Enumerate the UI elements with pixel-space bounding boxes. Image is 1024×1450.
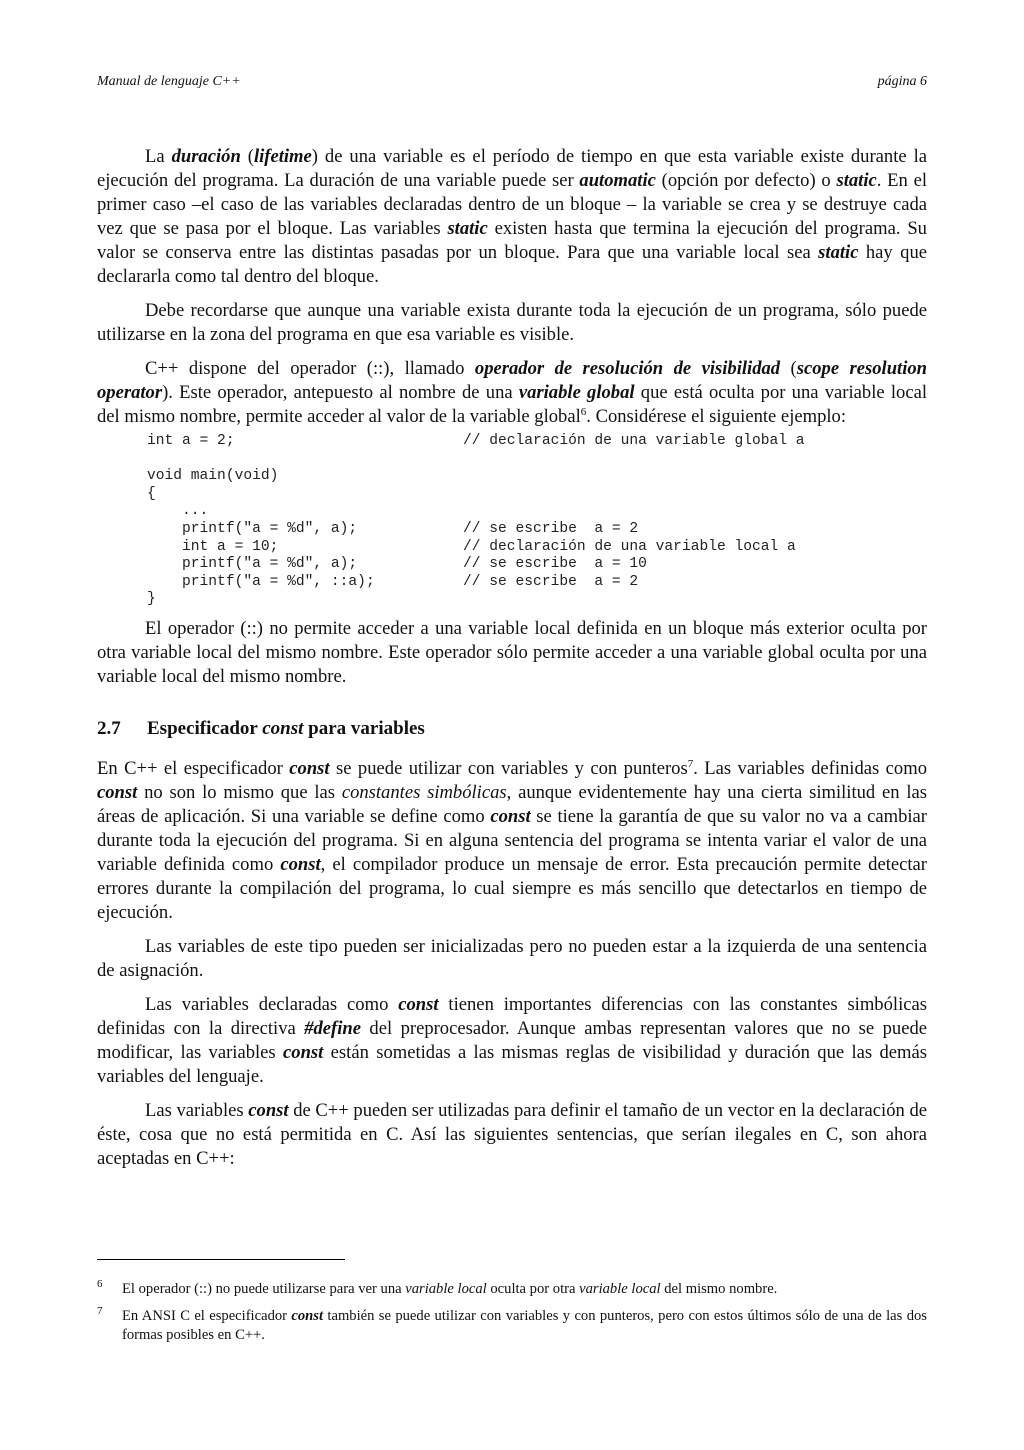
footnote-mark: 6	[97, 1278, 103, 1290]
code-line: int a = 2; // declaración de una variable global a	[147, 433, 805, 449]
footnote-ref-6: 6	[580, 405, 587, 418]
footnote-6: 6 El operador (::) no puede utilizarse para ver una variable local oculta por otra variable local del mismo nombre.	[97, 1280, 927, 1299]
footnote-ref-7: 7	[687, 757, 694, 770]
code-example	[147, 433, 927, 609]
section-heading: 2.7 Especificador const para variables	[97, 717, 425, 739]
paragraph-const-intro: En C++ el especificador const se puede utilizar con variables y con punteros$^7$. Las variables definidas como const no son lo mismo que las constantes simbólicas, aunque evidentemente hay una cierta similitud en las áreas de aplicación. Si una variable se define como const se tiene la garantía de que su valor no va a cambiar durante toda la ejecución del programa. Si en alguna sentencia del programa se intenta variar el valor de una variable definida como const, el compilador produce un mensaje de error. Esta precaución permite detectar errores durante la compilación del programa, lo cual siempre es más sencillo que detectarlos en tiempo de ejecución.	[97, 757, 927, 923]
paragraph-operator-limits: El operador (::) no permite acceder a una variable local definida en un bloque más exterior oculta por otra variable local del mismo nombre. Este operador sólo permite acceder a una variable global oculta por una variable local del mismo nombre.	[97, 617, 927, 687]
footnote-7: 7 En ANSI C el especificador const también se puede utilizar con variables y con punteros, pero con estos últimos sólo de una de las dos formas posibles en C++.	[97, 1307, 927, 1345]
footnote-divider	[97, 1259, 345, 1260]
paragraph-const-vector: Las variables const de C++ pueden ser utilizadas para definir el tamaño de un vector en la declaración de éste, cosa que no está permitida en C. Así las siguientes sentencias, que serían ilegales en C, son ahora aceptadas en C++:	[97, 1099, 927, 1169]
paragraph-duration: La duración (lifetime) de una variable es el período de tiempo en que esta variable existe durante la ejecución del programa. La duración de una variable puede ser automatic (opción por defecto) o static. En el primer caso –el caso de las variables declaradas dentro de un bloque – la variable se crea y se destruye cada vez que se pasa por el bloque. Las variables static existen hasta que termina la ejecución del programa. Su valor se conserva entre las distintas pasadas por un bloque. Para que una variable local sea static hay que declararla como tal dentro del bloque.	[97, 146, 928, 287]
code-line: printf("a = %d", a); // se escribe a = 10	[147, 556, 647, 573]
section-number: 2.7	[97, 717, 121, 739]
code-line: {	[147, 485, 156, 502]
document-body	[97, 145, 927, 1181]
footnote-mark: 7	[97, 1305, 103, 1317]
code-line: }	[147, 591, 156, 608]
code-line: printf("a = %d", a); // se escribe a = 2	[147, 520, 639, 537]
paragraph-const-init: Las variables de este tipo pueden ser inicializadas pero no pueden estar a la izquierda de una sentencia de asignación.	[97, 935, 927, 981]
paragraph-const-vs-define: Las variables declaradas como const tienen importantes diferencias con las constantes simbólicas definidas con la directiva #define del preprocesador. Aunque ambas representan valores que no se puede modificar, las variables const están sometidas a las mismas reglas de visibilidad y duración que las demás variables del lenguaje.	[97, 993, 927, 1087]
page-header	[97, 74, 927, 90]
footnotes	[97, 1280, 927, 1353]
header-title: Manual de lenguaje C++	[97, 74, 241, 89]
code-line: ...	[147, 503, 209, 520]
code-line: int a = 10; // declaración de una variable local a	[147, 538, 796, 555]
code-line: printf("a = %d", ::a); // se escribe a = 2	[147, 573, 639, 590]
paragraph-scope-operator: C++ dispone del operador (::), llamado operador de resolución de visibilidad (scope resolution operator). Este operador, antepuesto al nombre de una variable global que está oculta por una variable local del mismo nombre, permite acceder al valor de la variable global$^6$. Considérese el siguiente ejemplo:	[97, 358, 928, 427]
paragraph-visibility: Debe recordarse que aunque una variable exista durante toda la ejecución de un programa, sólo puede utilizarse en la zona del programa en que esa variable es visible.	[97, 300, 927, 345]
header-page-number: página 6	[877, 74, 927, 89]
code-line: void main(void)	[147, 468, 279, 485]
